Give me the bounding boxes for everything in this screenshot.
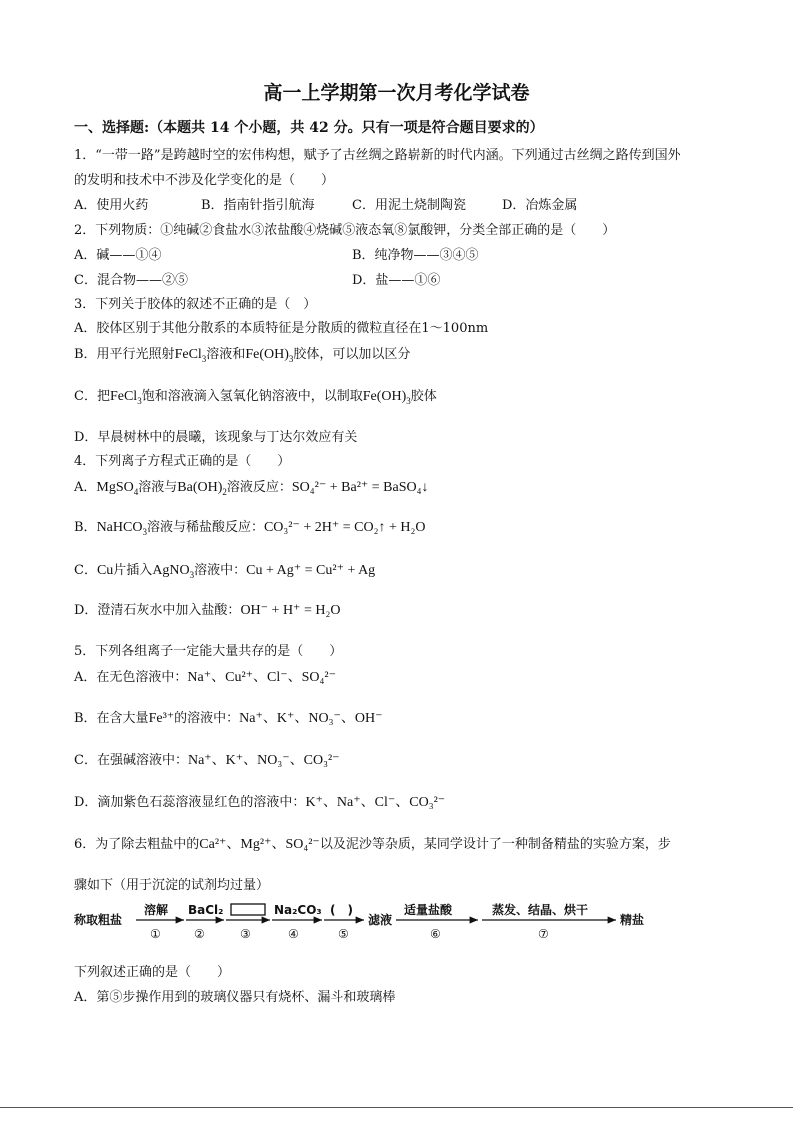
flow-step7-label: 蒸发、结晶、烘干 <box>492 903 589 917</box>
q4-a-formula1: MgSO$_4$ <box>96 480 139 497</box>
q2-stem: 2．下列物质：①纯碱②食盐水③浓盐酸④烧碱⑤液态氧⑧氯酸钾，分类全部正确的是（ ） <box>74 223 616 238</box>
q1-option-d[interactable]: D．冶炼金属 <box>502 198 578 213</box>
page-title: 高一上学期第一次月考化学试卷 <box>263 82 530 104</box>
flow-step4-label: Na₂CO₃ <box>274 903 322 917</box>
q3-c-formula2: $Fe(OH)_3$ <box>362 389 411 406</box>
q5-option-a[interactable] <box>74 669 336 686</box>
q3-b-post: 胶体，可以加以区分 <box>293 347 411 362</box>
q3-option-c[interactable] <box>74 388 437 410</box>
q3-stem: 3．下列关于胶体的叙述不正确的是（ ） <box>74 297 317 312</box>
q6-stem-line3: 下列叙述正确的是（ ） <box>74 965 231 980</box>
q5-option-d[interactable] <box>74 794 445 811</box>
q4-option-a[interactable] <box>74 479 429 501</box>
q5-stem: 5．下列各组离子一定能大量共存的是（ ） <box>74 644 343 659</box>
flow-step5-label: ( ) <box>330 903 353 917</box>
flow-step1-label: 溶解 <box>144 903 169 917</box>
q1-option-b[interactable]: B．指南针指引航海 <box>201 198 315 213</box>
flow-step7-num: ⑦ <box>538 927 549 941</box>
q4-a-mid2: 溶液反应： <box>226 480 292 495</box>
q1-options <box>74 197 578 214</box>
q5-a-text: A．在无色溶液中： <box>74 670 188 685</box>
q6-option-a[interactable]: A．第⑤步操作用到的玻璃仪器只有烧杯、漏斗和玻璃棒 <box>74 990 396 1005</box>
q4-stem: 4．下列离子方程式正确的是（ ） <box>74 454 291 469</box>
q1-stem-line2: 的发明和技术中不涉及化学变化的是（ ） <box>74 173 335 188</box>
q5-d-text: D．滴加紫色石蕊溶液显红色的溶液中： <box>74 795 306 810</box>
q2-option-c[interactable]: C．混合物——②⑤ <box>74 273 188 288</box>
q3-c-formula1: FeCl$_3$ <box>109 389 142 406</box>
q4-c-label: C． <box>74 563 97 578</box>
flow-step4-num: ④ <box>288 927 299 941</box>
q5-option-c[interactable] <box>74 752 340 769</box>
q2-option-d[interactable]: D．盐——①⑥ <box>352 273 441 288</box>
q5-c-ions: Na⁺、K⁺、NO₃⁻、CO₃²⁻ <box>187 753 340 768</box>
q4-b-formula1: NaHCO$_3$ <box>96 520 147 537</box>
q4-d-text: D．澄清石灰水中加入盐酸： <box>74 603 241 618</box>
q6-stem-ions: Ca²⁺、Mg²⁺、SO₄²⁻ <box>199 837 320 852</box>
q1-stem-line1: 1．“一带一路”是跨越时空的宏伟构想，赋予了古丝绸之路崭新的时代内涵。下列通过古丝绸之路传到国外 <box>74 148 681 163</box>
q5-option-b[interactable] <box>74 710 383 727</box>
q4-c-mid: 片插入 <box>113 563 153 578</box>
flow-end: 精盐 <box>620 913 645 927</box>
q3-b-mid: 溶液和 <box>206 347 246 362</box>
q4-c-formula1: AgNO$_3$ <box>152 563 195 580</box>
q4-a-formula2: $Ba(OH)_2$ <box>177 480 227 497</box>
flow-step5-num: ⑤ <box>338 927 349 941</box>
q5-d-ions: K⁺、Na⁺、Cl⁻、CO₃²⁻ <box>305 795 446 810</box>
q4-a-label: A． <box>74 480 97 495</box>
q4-c-formula0: Cu <box>96 563 114 578</box>
q2-option-b[interactable]: B．纯净物——③④⑤ <box>352 248 479 263</box>
q5-b-text: B．在含大量 <box>74 711 149 726</box>
flow-start: 称取粗盐 <box>74 913 123 927</box>
flow-step3-blank-box <box>231 904 265 915</box>
q4-b-mid: 溶液与稀盐酸反应： <box>146 520 264 535</box>
q5-b-ion: Fe³⁺ <box>148 711 175 726</box>
q3-c-mid: 饱和溶液滴入氢氧化钠溶液中，以制取 <box>141 389 363 404</box>
q4-b-label: B． <box>74 520 97 535</box>
q3-b-formula1: FeCl$_3$ <box>174 347 207 364</box>
q4-a-equation: SO₄²⁻ + Ba²⁺ = BaSO₄↓ <box>291 480 429 495</box>
q3-c-post: 胶体 <box>410 389 437 404</box>
q4-option-c[interactable] <box>74 562 375 584</box>
q4-a-mid: 溶液与 <box>138 480 178 495</box>
q1-option-c[interactable]: C．用泥土烧制陶瓷 <box>352 198 466 213</box>
flow-step3-num: ③ <box>240 927 251 941</box>
q2-option-a[interactable]: A．碱——①④ <box>74 248 162 263</box>
flow-step2-label: BaCl₂ <box>188 903 224 917</box>
q5-b-mid: 的溶液中： <box>174 711 240 726</box>
q6-stem-post: 以及泥沙等杂质，某同学设计了一种制备精盐的实验方案，步 <box>319 837 671 852</box>
q3-b-formula2: $Fe(OH)_3$ <box>245 347 294 364</box>
q4-b-equation: CO₃²⁻ + 2H⁺ = CO₂↑ + H₂O <box>263 520 426 535</box>
q4-option-b[interactable] <box>74 519 426 541</box>
q6-stem-line1 <box>74 836 671 853</box>
q4-d-equation: OH⁻ + H⁺ = H₂O <box>240 603 341 618</box>
q6-stem-pre: 6．为了除去粗盐中的 <box>74 837 200 852</box>
q6-process-flow <box>74 896 674 944</box>
q3-option-b[interactable] <box>74 346 410 368</box>
page-bottom-rule <box>0 1107 793 1108</box>
flow-step2-num: ② <box>194 927 205 941</box>
flow-step6-num: ⑥ <box>430 927 441 941</box>
q5-c-text: C．在强碱溶液中： <box>74 753 188 768</box>
q3-b-text: B．用平行光照射 <box>74 347 175 362</box>
q5-b-ions: Na⁺、K⁺、NO₃⁻、OH⁻ <box>239 711 383 726</box>
q6-stem-line2: 骤如下（用于沉淀的试剂均过量） <box>74 878 270 893</box>
q5-a-ions: Na⁺、Cu²⁺、Cl⁻、SO₄²⁻ <box>187 670 337 685</box>
q3-option-d[interactable]: D．早晨树林中的晨曦，该现象与丁达尔效应有关 <box>74 430 358 445</box>
flow-step1-num: ① <box>150 927 161 941</box>
q1-option-a[interactable]: A．使用火药 <box>74 198 149 213</box>
flow-filtrate: 滤液 <box>368 913 393 927</box>
q3-c-text: C．把 <box>74 389 110 404</box>
section-heading: 一、选择题:（本题共 14 个小题，共 42 分。只有一项是符合题目要求的） <box>74 120 544 136</box>
q4-c-equation: Cu + Ag⁺ = Cu²⁺ + Ag <box>246 563 376 578</box>
q4-option-d[interactable] <box>74 602 340 619</box>
q3-option-a[interactable]: A．胶体区别于其他分散系的本质特征是分散质的微粒直径在1～100nm <box>74 321 489 336</box>
q4-c-mid2: 溶液中： <box>194 563 247 578</box>
flow-step6-label: 适量盐酸 <box>404 903 453 917</box>
